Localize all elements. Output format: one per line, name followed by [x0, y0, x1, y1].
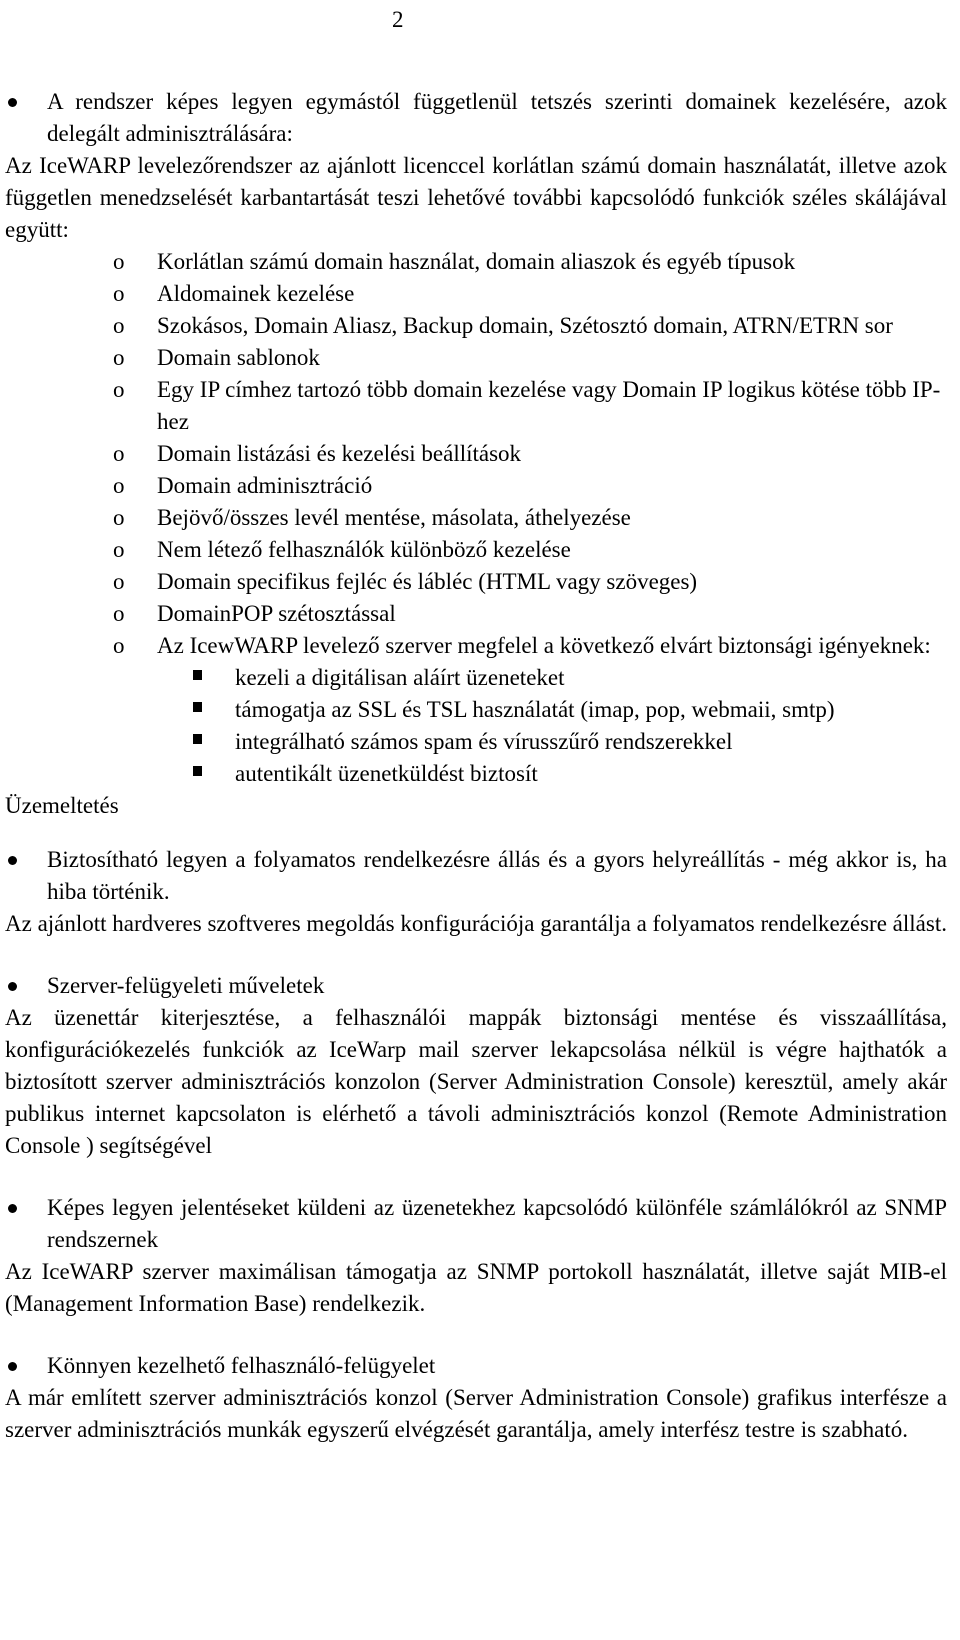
- section-heading: Üzemeltetés: [5, 793, 119, 818]
- list-item: o Domain sablonok: [5, 342, 947, 374]
- spacer: [5, 940, 947, 970]
- bullet-dot-icon: [8, 1204, 17, 1213]
- list-item: o DomainPOP szétosztással: [5, 598, 947, 630]
- security-list-item: integrálható számos spam és vírusszűrő rendszerekkel: [155, 726, 947, 758]
- bullet-dot-icon: [8, 982, 17, 991]
- circle-bullet-icon: o: [113, 313, 125, 338]
- spacer: [5, 822, 947, 844]
- list-item: o Domain listázási és kezelési beállítások: [5, 438, 947, 470]
- bullet-text: Képes legyen jelentéseket küldeni az üzenetekhez kapcsolódó különféle számlálókról az SNMP rendszernek: [47, 1195, 947, 1252]
- circle-bullet-icon: o: [113, 633, 125, 658]
- circle-bullet-icon: o: [113, 281, 125, 306]
- server-operations-paragraph: Az üzenettár kiterjesztése, a felhasználói mappák biztonsági mentése és visszaállítása, konfigurációkezelés funkciók az IceWarp mail szerver lekapcsolása nélkül is végre hajthatók a biztosított szerver adminisztrációs konzolon (Server Administration Console) keresztül, amely akár publikus internet kapcsolaton is elérhető a távoli adminisztrációs konzol (Remote Administration Console ) segítségével: [5, 1005, 947, 1158]
- bullet-server-operations: [5, 970, 947, 1002]
- bullet-text: Szerver-felügyeleti műveletek: [47, 973, 325, 998]
- security-list-item: kezeli a digitálisan aláírt üzeneteket: [155, 662, 947, 694]
- circle-bullet-icon: o: [113, 377, 125, 402]
- bullet-dot-icon: [8, 856, 17, 865]
- list-item: o Nem létező felhasználók különböző kezelése: [5, 534, 947, 566]
- circle-bullet-icon: o: [113, 569, 125, 594]
- spacer: [5, 1320, 947, 1350]
- security-list-item: támogatja az SSL és TSL használatát (imap, pop, webmaii, smtp): [155, 694, 947, 726]
- list-item: o Aldomainek kezelése: [5, 278, 947, 310]
- circle-bullet-icon: o: [113, 249, 125, 274]
- square-bullet-icon: [193, 734, 202, 744]
- circle-bullet-icon: o: [113, 601, 125, 626]
- list-item: o Korlátlan számú domain használat, domain aliaszok és egyéb típusok: [5, 246, 947, 278]
- document-body: [5, 86, 947, 1446]
- bullet-snmp: [5, 1192, 947, 1256]
- spacer: [5, 1162, 947, 1192]
- list-item: o Domain adminisztráció: [5, 470, 947, 502]
- security-list-item: autentikált üzenetküldést biztosít: [155, 758, 947, 790]
- circle-bullet-icon: o: [113, 505, 125, 530]
- bullet-dot-icon: [8, 98, 17, 107]
- bullet-text: Könnyen kezelhető felhasználó-felügyelet: [47, 1353, 436, 1378]
- list-item: o Egy IP címhez tartozó több domain kezelése vagy Domain IP logikus kötése több IP-hez: [5, 374, 947, 438]
- circle-bullet-icon: o: [113, 537, 125, 562]
- bullet-dot-icon: [8, 1362, 17, 1371]
- bullet-availability: [5, 844, 947, 908]
- list-item: o Domain specifikus fejléc és lábléc (HTML vagy szöveges): [5, 566, 947, 598]
- page-number: 2: [392, 7, 404, 32]
- bullet-user-management: [5, 1350, 947, 1382]
- square-bullet-icon: [193, 702, 202, 712]
- circle-bullet-icon: o: [113, 441, 125, 466]
- circle-bullet-icon: o: [113, 473, 125, 498]
- domain-feature-list: [5, 246, 947, 790]
- list-item: o Az IcewWARP levelező szerver megfelel a következő elvárt biztonsági igényeknek: kezeli a digitálisan aláírt üzeneteket támogatja az SSL és TSL használatát (imap, pop, webmaii, smtp) integrálható számos spam és vírusszűrő rendszerekkel autentikált üzenetküldést biztosít: [5, 630, 947, 790]
- domain-intro-paragraph: Az IceWARP levelezőrendszer az ajánlott licenccel korlátlan számú domain használatát, illetve azok független menedzselését karbantartását teszi lehetővé további kapcsolódó funkciók széles skálájával együtt:: [5, 153, 947, 242]
- square-bullet-icon: [193, 766, 202, 776]
- bullet-text: A rendszer képes legyen egymástól függetlenül tetszés szerinti domainek kezelésére, azok delegált adminisztrálására:: [47, 89, 947, 146]
- availability-paragraph: Az ajánlott hardveres szoftveres megoldás konfigurációja garantálja a folyamatos rendelkezésre állást.: [5, 911, 947, 936]
- list-item: o Bejövő/összes levél mentése, másolata, áthelyezése: [5, 502, 947, 534]
- bullet-text: Biztosítható legyen a folyamatos rendelkezésre állás és a gyors helyreállítás - még akkor is, ha hiba történik.: [47, 847, 947, 904]
- snmp-paragraph: Az IceWARP szerver maximálisan támogatja az SNMP portokoll használatát, illetve saját MIB-el (Management Information Base) rendelkezik.: [5, 1259, 947, 1316]
- security-list: [157, 662, 947, 790]
- bullet-domain-management: [5, 86, 947, 150]
- circle-bullet-icon: o: [113, 345, 125, 370]
- square-bullet-icon: [193, 670, 202, 680]
- list-item: o Szokásos, Domain Aliasz, Backup domain, Szétosztó domain, ATRN/ETRN sor: [5, 310, 947, 342]
- user-management-paragraph: A már említett szerver adminisztrációs konzol (Server Administration Console) grafikus interfésze a szerver adminisztrációs munkák egyszerű elvégzését garantálja, amely interfész testre is szabható.: [5, 1385, 947, 1442]
